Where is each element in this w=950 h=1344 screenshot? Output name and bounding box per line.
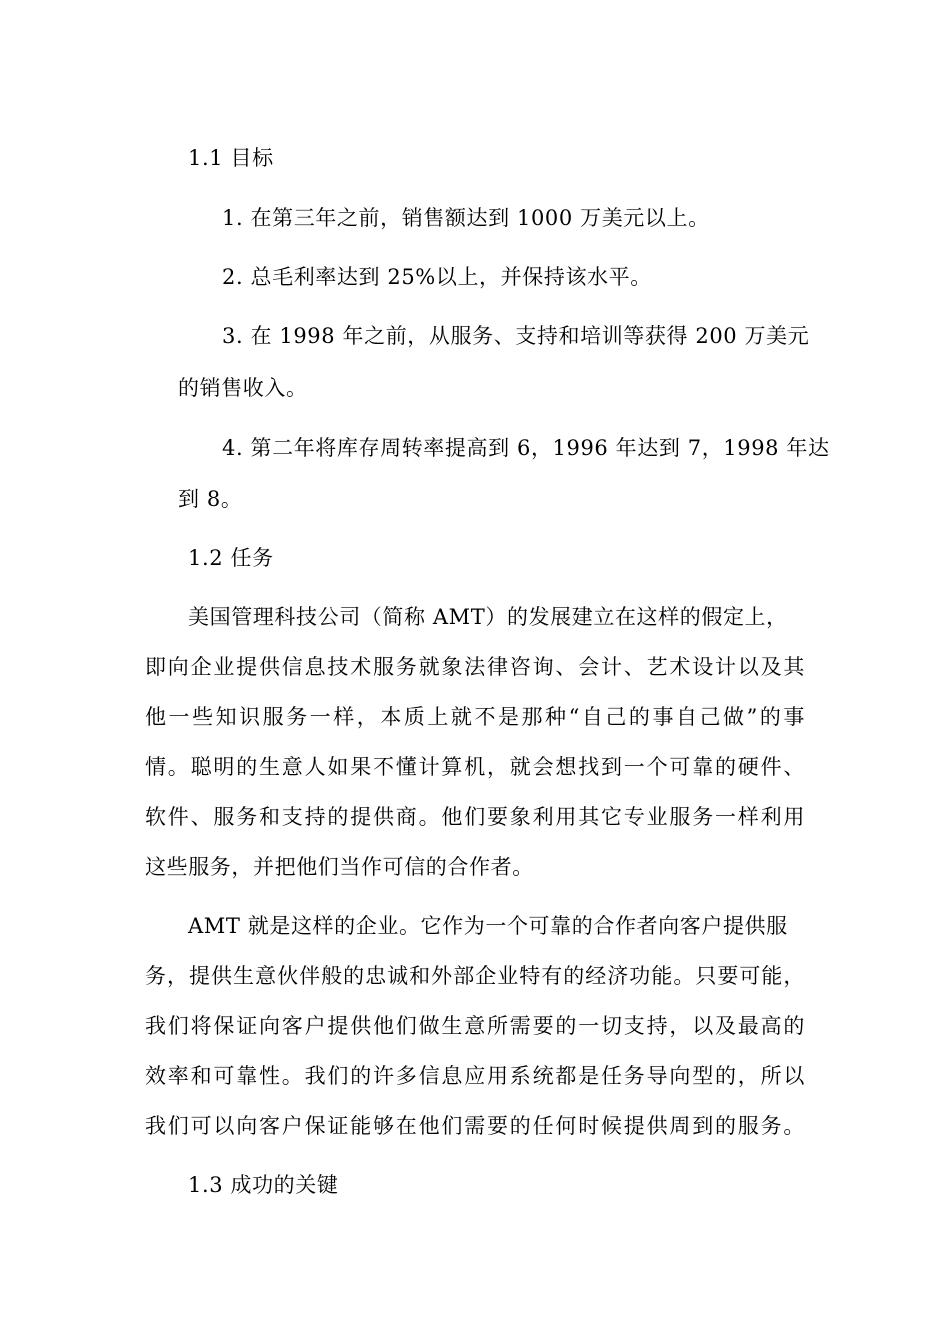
goal-item-4-continued: 到 8。 (178, 487, 243, 511)
goal-item-2: 2. 总毛利率达到 25%以上，并保持该水平。 (222, 265, 652, 289)
mission-paragraph-1-line-5: 软件、服务和支持的提供商。他们要象利用其它专业服务一样利用 (145, 805, 805, 829)
mission-paragraph-1-line-6: 这些服务，并把他们当作可信的合作者。 (145, 855, 534, 879)
mission-paragraph-2-line-1: AMT 就是这样的企业。它作为一个可靠的合作者向客户提供服 (188, 914, 788, 938)
goal-item-3-continued: 的销售收入。 (178, 376, 308, 400)
mission-paragraph-2-line-3: 我们将保证向客户提供他们做生意所需要的一切支持，以及最高的 (145, 1014, 805, 1038)
section-heading-goals: 1.1 目标 (188, 146, 274, 170)
goal-item-3: 3. 在 1998 年之前，从服务、支持和培训等获得 200 万美元 (222, 324, 810, 348)
mission-paragraph-1-line-4: 情。聪明的生意人如果不懂计算机，就会想找到一个可靠的硬件、 (145, 755, 805, 779)
section-heading-keys-to-success: 1.3 成功的关键 (188, 1173, 339, 1197)
mission-paragraph-1-line-1: 美国管理科技公司（简称 AMT）的发展建立在这样的假定上， (188, 605, 788, 629)
section-heading-mission: 1.2 任务 (188, 546, 274, 570)
mission-paragraph-1-line-2: 即向企业提供信息技术服务就象法律咨询、会计、艺术设计以及其 (145, 655, 805, 679)
mission-paragraph-2-line-5: 我们可以向客户保证能够在他们需要的任何时候提供周到的服务。 (145, 1114, 805, 1138)
mission-paragraph-1-line-3: 他一些知识服务一样，本质上就不是那种“自己的事自己做”的事 (145, 705, 805, 729)
goal-item-1: 1. 在第三年之前，销售额达到 1000 万美元以上。 (222, 206, 710, 230)
goal-item-4: 4. 第二年将库存周转率提高到 6，1996 年达到 7，1998 年达 (222, 436, 830, 460)
mission-paragraph-2-line-2: 务，提供生意伙伴般的忠诚和外部企业特有的经济功能。只要可能， (145, 964, 805, 988)
mission-paragraph-2-line-4: 效率和可靠性。我们的许多信息应用系统都是任务导向型的，所以 (145, 1064, 805, 1088)
